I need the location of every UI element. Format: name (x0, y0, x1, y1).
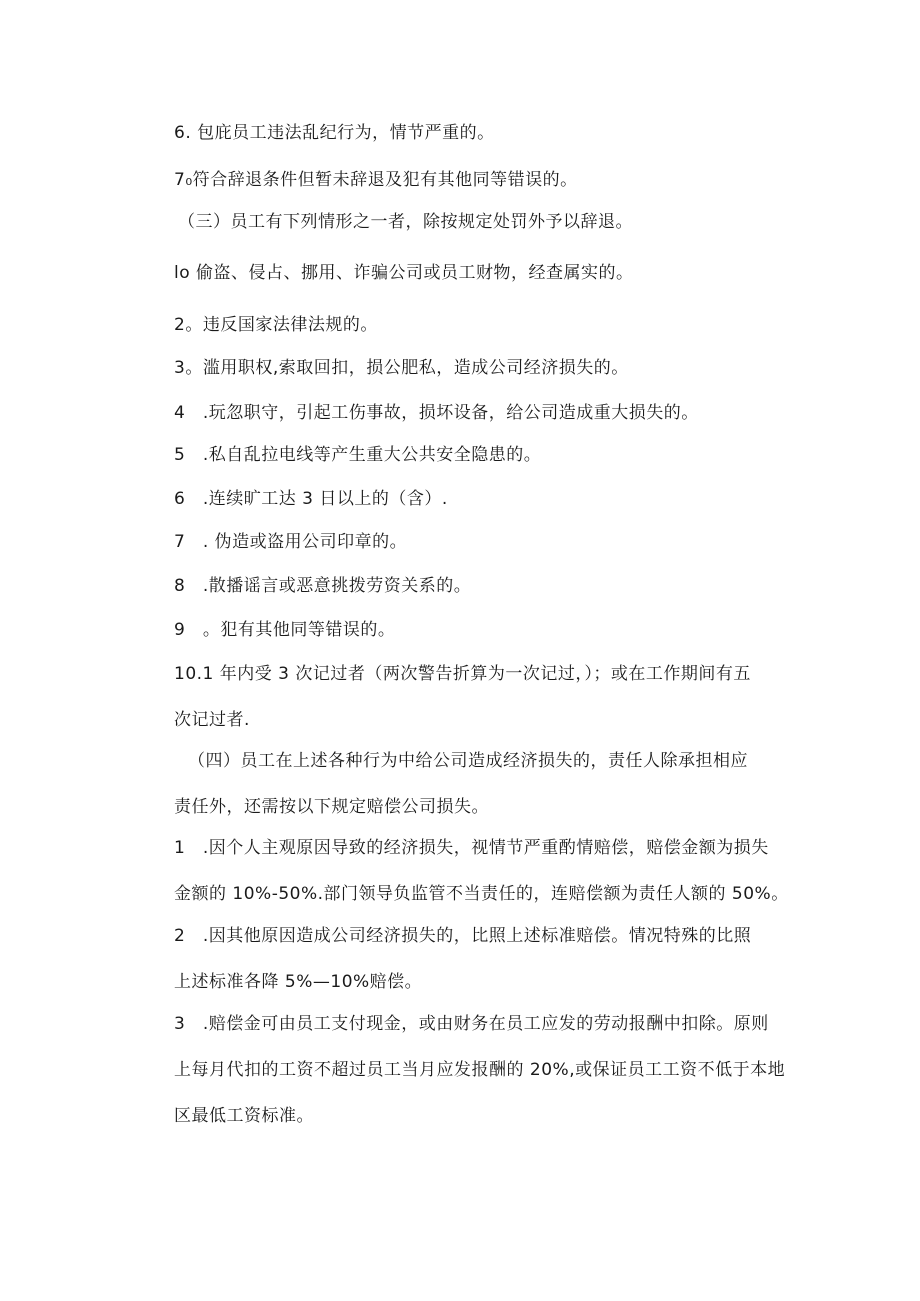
paragraph-line: 2 .因其他原因造成公司经济损失的，比照上述标准赔偿。情况特殊的比照 (174, 926, 752, 946)
paragraph-line: （四）员工在上述各种行为中给公司造成经济损失的，责任人除承担相应 (188, 751, 748, 771)
paragraph-2-compensation (174, 925, 794, 993)
text-line-2-law-violation: 2。违反国家法律法规的。 (174, 315, 378, 335)
paragraph-line: 金额的 10%-50%.部门领导负监管不当责任的，连赔偿额为责任人额的 50%。 (174, 884, 789, 904)
paragraph-line: 10.1 年内受 3 次记过者（两次警告折算为一次记过，）；或在工作期间有五 (174, 664, 751, 684)
text-line-4-neglect-of-duty: 4 .玩忽职守，引起工伤事故，损坏设备，给公司造成重大损失的。 (174, 403, 699, 423)
paragraph-line: 上述标准各降 5%—10%赔偿。 (174, 972, 423, 992)
paragraph-line: 上每月代扣的工资不超过员工当月应发报酬的 20%,或保证员工工资不低于本地 (174, 1060, 786, 1080)
text-line-1-theft: lo 偷盗、侵占、挪用、诈骗公司或员工财物，经查属实的。 (174, 263, 634, 283)
text-line-3-abuse-of-power: 3。滥用职权,索取回扣，损公肥私，造成公司经济损失的。 (174, 358, 629, 378)
paragraph-10-demerits (174, 663, 794, 731)
text-line-9-other-errors: 9 。犯有其他同等错误的。 (174, 620, 396, 640)
paragraph-line: 区最低工资标准。 (174, 1106, 314, 1126)
paragraph-line: 1 .因个人主观原因导致的经济损失，视情节严重酌情赔偿，赔偿金额为损失 (174, 838, 769, 858)
paragraph-line: 3 .赔偿金可由员工支付现金，或由财务在员工应发的劳动报酬中扣除。原则 (174, 1014, 769, 1034)
text-line-7-forged-seal: 7 . 伪造或盗用公司印章的。 (174, 532, 408, 552)
text-line-6-absenteeism: 6 .连续旷工达 3 日以上的（含）. (174, 489, 448, 509)
paragraph-1-compensation (174, 837, 794, 905)
text-line-7-dismissal-conditions: 7₀符合辞退条件但暂未辞退及犯有其他同等错误的。 (174, 170, 578, 190)
text-line-5-electrical-hazard: 5 .私自乱拉电线等产生重大公共安全隐患的。 (174, 445, 542, 465)
text-line-6-shield-violations: 6. 包庇员工违法乱纪行为，情节严重的。 (174, 123, 495, 143)
text-line-8-rumors: 8 .散播谣言或恶意挑拨劳资关系的。 (174, 576, 472, 596)
paragraph-line: 次记过者. (174, 710, 250, 730)
paragraph-line: 责任外，还需按以下规定赔偿公司损失。 (174, 797, 489, 817)
paragraph-3-deduction (174, 1013, 794, 1127)
section-heading-four (174, 750, 794, 818)
section-heading-three: （三）员工有下列情形之一者，除按规定处罚外予以辞退。 (178, 212, 633, 232)
